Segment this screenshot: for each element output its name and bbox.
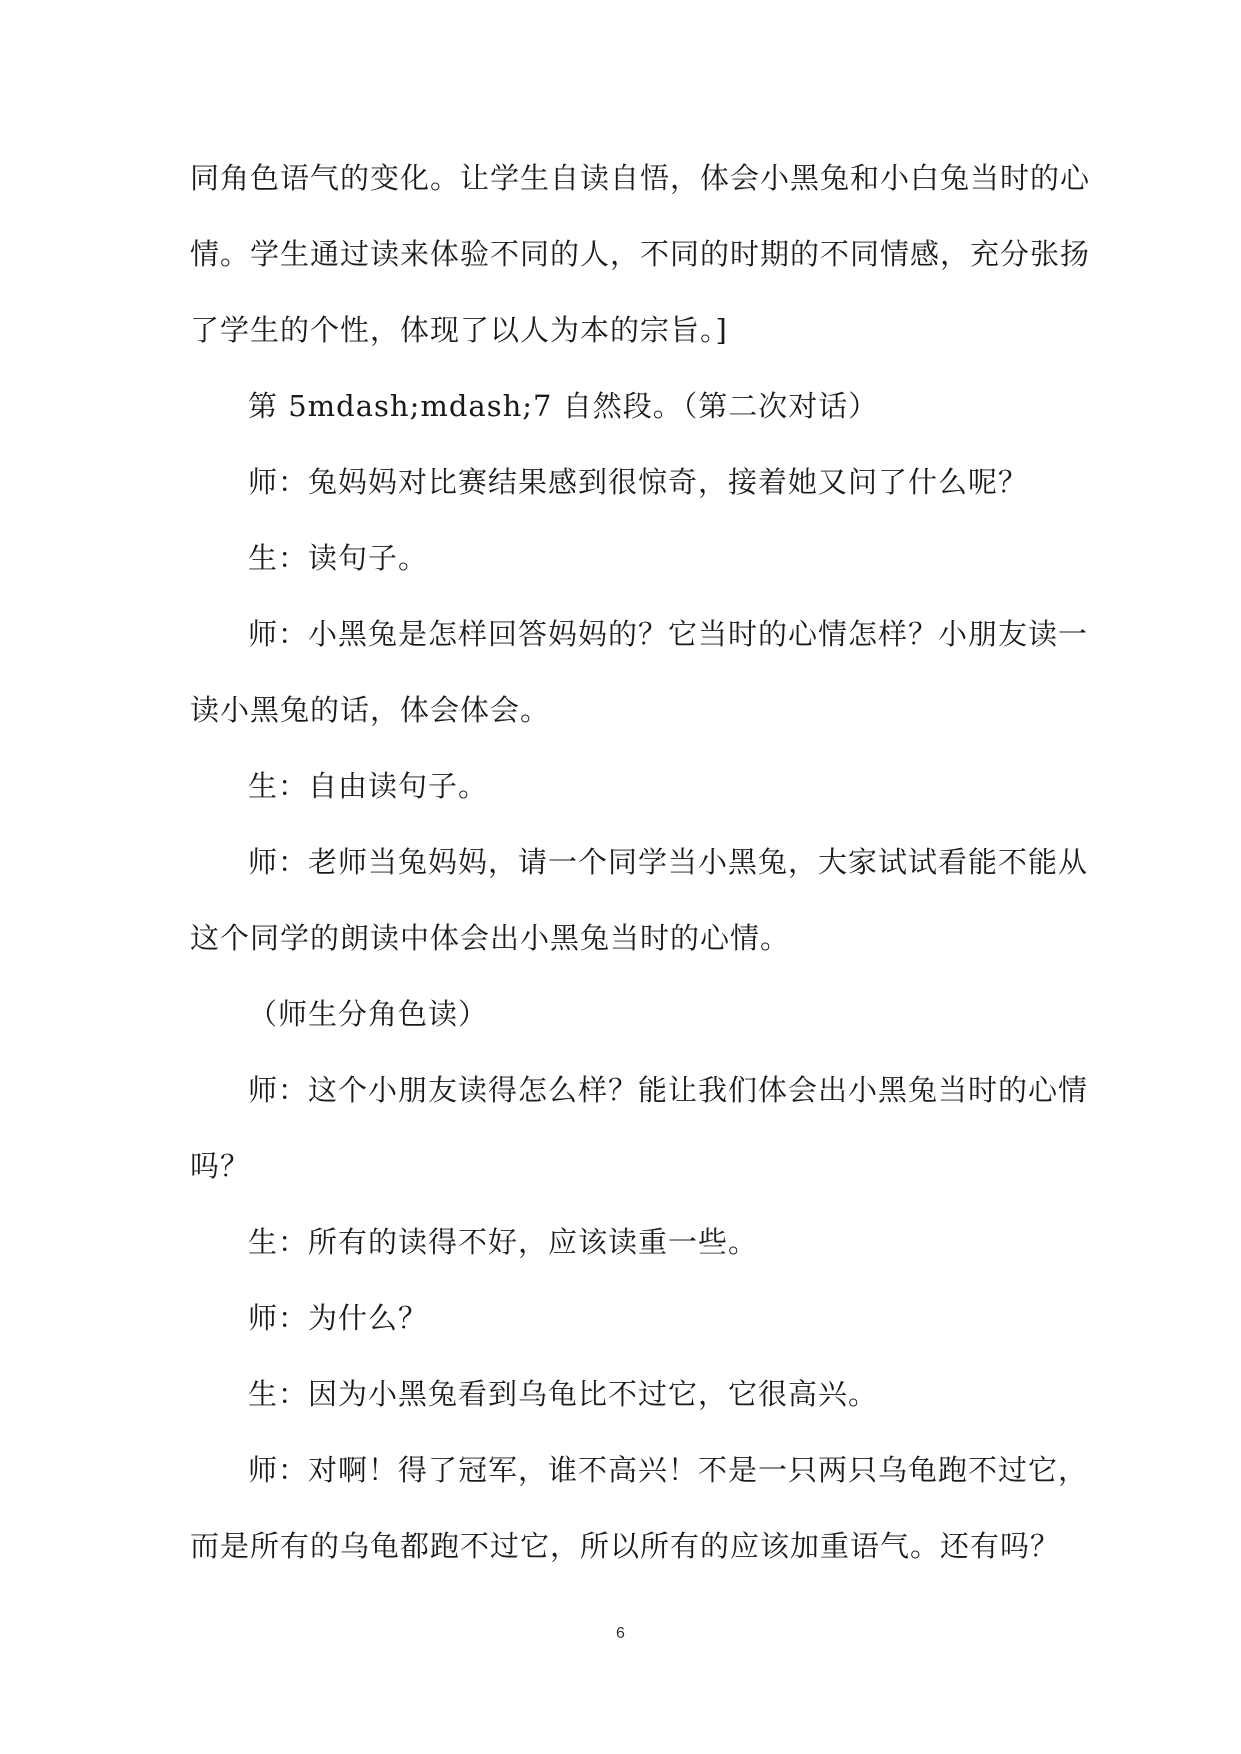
document-body [190, 140, 1091, 1584]
text-line: 师：为什么？ [248, 1301, 429, 1335]
text-line: 生：自由读句子。 [248, 769, 489, 803]
text-line: 生：因为小黑兔看到乌龟比不过它，它很高兴。 [248, 1377, 879, 1411]
text-line: 生：所有的读得不好，应该读重一些。 [248, 1225, 759, 1259]
text-line: 师：对啊！得了冠军，谁不高兴！不是一只两只乌龟跑不过它， [248, 1453, 1089, 1487]
text-line: 吗？ [190, 1149, 251, 1183]
text-line: 生：读句子。 [248, 541, 429, 575]
text-line: 这个同学的朗读中体会出小黑兔当时的心情。 [190, 921, 791, 955]
text-line: 情。学生通过读来体验不同的人，不同的时期的不同情感，充分张扬 [190, 237, 1091, 271]
text-line: （师生分角色读） [248, 997, 489, 1031]
text-line: 师：小黑兔是怎样回答妈妈的？它当时的心情怎样？小朋友读一 [248, 617, 1089, 651]
text-line: 师：这个小朋友读得怎么样？能让我们体会出小黑兔当时的心情 [248, 1073, 1089, 1107]
text-line: 了学生的个性，体现了以人为本的宗旨。] [190, 313, 728, 347]
text-line: 师：老师当兔妈妈，请一个同学当小黑兔，大家试试看能不能从 [248, 845, 1089, 879]
text-line: 师：兔妈妈对比赛结果感到很惊奇，接着她又问了什么呢？ [248, 465, 1029, 499]
page-number: 6 [616, 1625, 625, 1642]
text-line: 第 5mdash;mdash;7 自然段。（第二次对话） [248, 389, 879, 423]
text-line: 而是所有的乌龟都跑不过它，所以所有的应该加重语气。还有吗？ [190, 1529, 1061, 1563]
text-line: 同角色语气的变化。让学生自读自悟，体会小黑兔和小白兔当时的心 [190, 161, 1091, 195]
text-line: 读小黑兔的话，体会体会。 [190, 693, 551, 727]
